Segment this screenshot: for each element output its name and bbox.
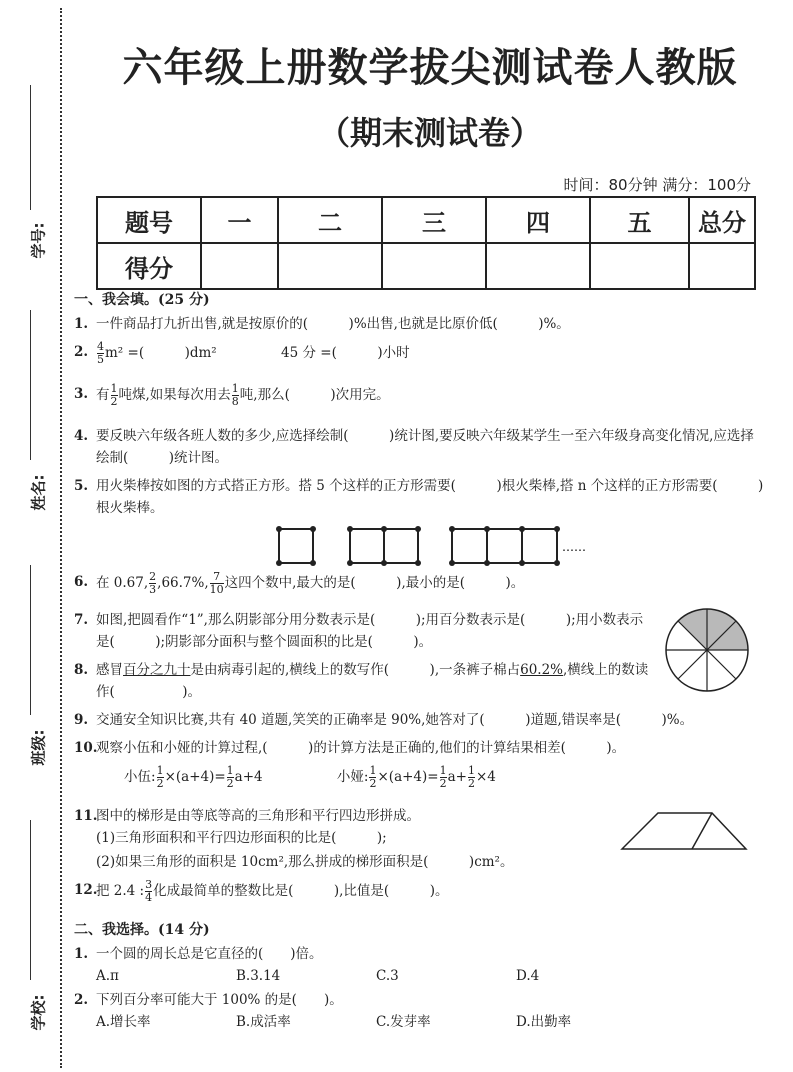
question-text: 下列百分率可能大于 100% 的是( )。 [96,992,343,1008]
choice-options [74,965,764,987]
score-header-cell: 题号 [97,197,201,243]
page-subtitle: （期末测试卷） [317,114,542,152]
formula-text: 小伍: [124,769,156,785]
question-text: m² =( )dm² [105,345,217,361]
question-3 [74,377,764,419]
fraction: $\frac{4}{5}$ [97,340,104,366]
page-title: 六年级上册数学拔尖测试卷人教版 [122,45,738,91]
question-number: 12. [74,882,98,898]
question-number: 10. [74,740,98,756]
choice-question-1 [74,943,764,965]
question-text: 是由病毒引起的,横线上的数写作( ),一条裤子棉占 [190,662,521,678]
question-text: 45 分 =( )小时 [281,345,410,361]
name-label: 姓名: [29,474,48,511]
question-number: 5. [74,478,89,494]
class-field[interactable] [18,565,48,765]
score-table [96,196,756,290]
question-text: 有 [96,387,110,403]
question-11 [74,805,764,827]
question-9 [74,709,764,731]
question-text: 在 0.67, [96,575,149,591]
question-text: 一个圆的周长总是它直径的( )倍。 [96,946,323,962]
formula-text: ×(a+4)= [164,769,226,785]
score-input-cell[interactable] [382,243,486,289]
matchstick-figure [74,525,764,571]
question-12 [74,879,764,913]
choice-option[interactable]: D.出勤率 [516,1014,572,1030]
score-input-cell[interactable] [201,243,278,289]
question-text: 要反映六年级各班人数的多少,应选择绘制( )统计图,要反映六年级某学生一至六年级身高变化情况,应选择绘制( )统计图。 [96,428,754,466]
class-label: 班级: [29,729,48,766]
formula-text: a+ [447,769,467,785]
question-text: 把 2.4 : [96,883,145,899]
question-text: ,66.7%, [157,575,209,591]
fraction: $\frac{3}{4}$ [145,878,153,904]
score-table-header-row [97,197,755,243]
school-label: 学校: [29,994,48,1031]
choice-option[interactable]: B.3.14 [236,968,281,984]
formula-text: a+4 [234,769,263,785]
question-6 [74,571,764,603]
choice-option[interactable]: D.4 [516,968,540,984]
choice-option[interactable]: A.增长率 [96,1014,151,1030]
question-text: 交通安全知识比赛,共有 40 道题,笑笑的正确率是 90%,她答对了( )道题,错误率是( )%。 [96,712,694,728]
choice-option[interactable]: C.发芽率 [376,1014,431,1030]
question-text: 这四个数中,最大的是( ),最小的是( )。 [224,575,525,591]
score-input-cell[interactable] [689,243,755,289]
question-text: 化成最简单的整数比是( ),比值是( )。 [153,883,449,899]
score-header-cell: 总分 [689,197,755,243]
question-number: 1. [74,316,89,332]
question-text: 如图,把圆看作“1”,那么阴影部分用分数表示是( );用百分数表示是( );用小数表示是( );阴影部分面积与整个圆面积的比是( )。 [96,612,644,650]
question-text: 一件商品打九折出售,就是按原价的( )%出售,也就是比原价低( )%。 [96,316,570,332]
question-text: 用火柴棒按如图的方式搭正方形。搭 5 个这样的正方形需要( )根火柴棒,搭 n 个这样的正方形需要( )根火柴棒。 [96,478,764,516]
score-row-label: 得分 [97,243,201,289]
section-1-heading: 一、我会填。(25 分) [74,292,210,308]
question-8 [74,659,764,703]
choice-option[interactable]: B.成活率 [236,1014,291,1030]
question-number: 2. [74,992,89,1008]
question-text: ,横线上的数读作( )。 [96,662,649,700]
fraction: $\frac{1}{8}$ [231,382,239,408]
question-text: 感冒 [96,662,123,678]
question-text: 吨,那么( )次用完。 [239,387,390,403]
fraction: $\frac{1}{2}$ [467,764,475,790]
binding-dotted-line [60,8,62,1068]
question-text: 观察小伍和小娅的计算过程,( )的计算方法是正确的,他们的计算结果相差( )。 [96,740,626,756]
formula-text: ×4 [475,769,496,785]
choice-question-2 [74,989,764,1011]
question-number: 6. [74,574,89,590]
choice-options [74,1011,764,1033]
matchstick-squares-diagram [74,525,674,571]
score-header-cell: 四 [486,197,590,243]
fraction: $\frac{1}{2}$ [439,764,447,790]
time-and-score-info: 时间：80分钟 满分：100分 [563,176,751,194]
question-number: 7. [74,612,89,628]
question-number: 4. [74,428,89,444]
underlined-text: 百分之九十 [123,662,191,678]
student-number-label: 学号: [29,222,48,259]
question-number: 2. [74,344,89,360]
fraction: $\frac{1}{2}$ [369,764,377,790]
question-number: 3. [74,386,89,402]
school-field[interactable] [18,820,48,1030]
question-text: 图中的梯形是由等底等高的三角形和平行四边形拼成。 [96,808,420,824]
question-11-part-2: (2)如果三角形的面积是 10cm²,那么拼成的梯形面积是( )cm²。 [96,854,514,870]
question-content [74,289,764,1033]
fraction: $\frac{1}{2}$ [226,764,234,790]
question-4 [74,425,764,469]
question-number: 9. [74,712,89,728]
score-header-cell: 一 [201,197,278,243]
formula-text: ×(a+4)= [377,769,439,785]
score-header-cell: 三 [382,197,486,243]
question-number: 8. [74,662,89,678]
score-header-cell: 五 [590,197,689,243]
question-10-formulas [74,765,764,799]
student-number-field[interactable] [18,85,48,265]
question-11-part-1: (1)三角形面积和平行四边形面积的比是( ); [96,830,387,846]
question-text: 吨煤,如果每次用去 [118,387,231,403]
section-2-heading: 二、我选择。(14 分) [74,922,210,938]
choice-option[interactable]: A.π [96,968,119,984]
score-table-score-row [97,243,755,289]
question-1 [74,313,764,335]
fraction: $\frac{1}{2}$ [156,764,164,790]
fraction: $\frac{7}{10}$ [209,570,224,596]
question-10 [74,737,764,759]
underlined-text: 60.2% [520,662,564,678]
question-7 [74,609,764,653]
ellipsis: …… [562,540,586,554]
score-input-cell[interactable] [278,243,382,289]
question-5 [74,475,764,519]
question-number: 1. [74,946,89,962]
score-header-cell: 二 [278,197,382,243]
score-input-cell[interactable] [486,243,590,289]
score-input-cell[interactable] [590,243,689,289]
fraction: $\frac{1}{2}$ [110,382,118,408]
fraction: $\frac{2}{3}$ [149,570,157,596]
question-number: 11. [74,808,98,824]
choice-option[interactable]: C.3 [376,968,399,984]
name-field[interactable] [18,310,48,510]
question-2 [74,341,764,371]
formula-text: 小娅: [336,769,369,785]
